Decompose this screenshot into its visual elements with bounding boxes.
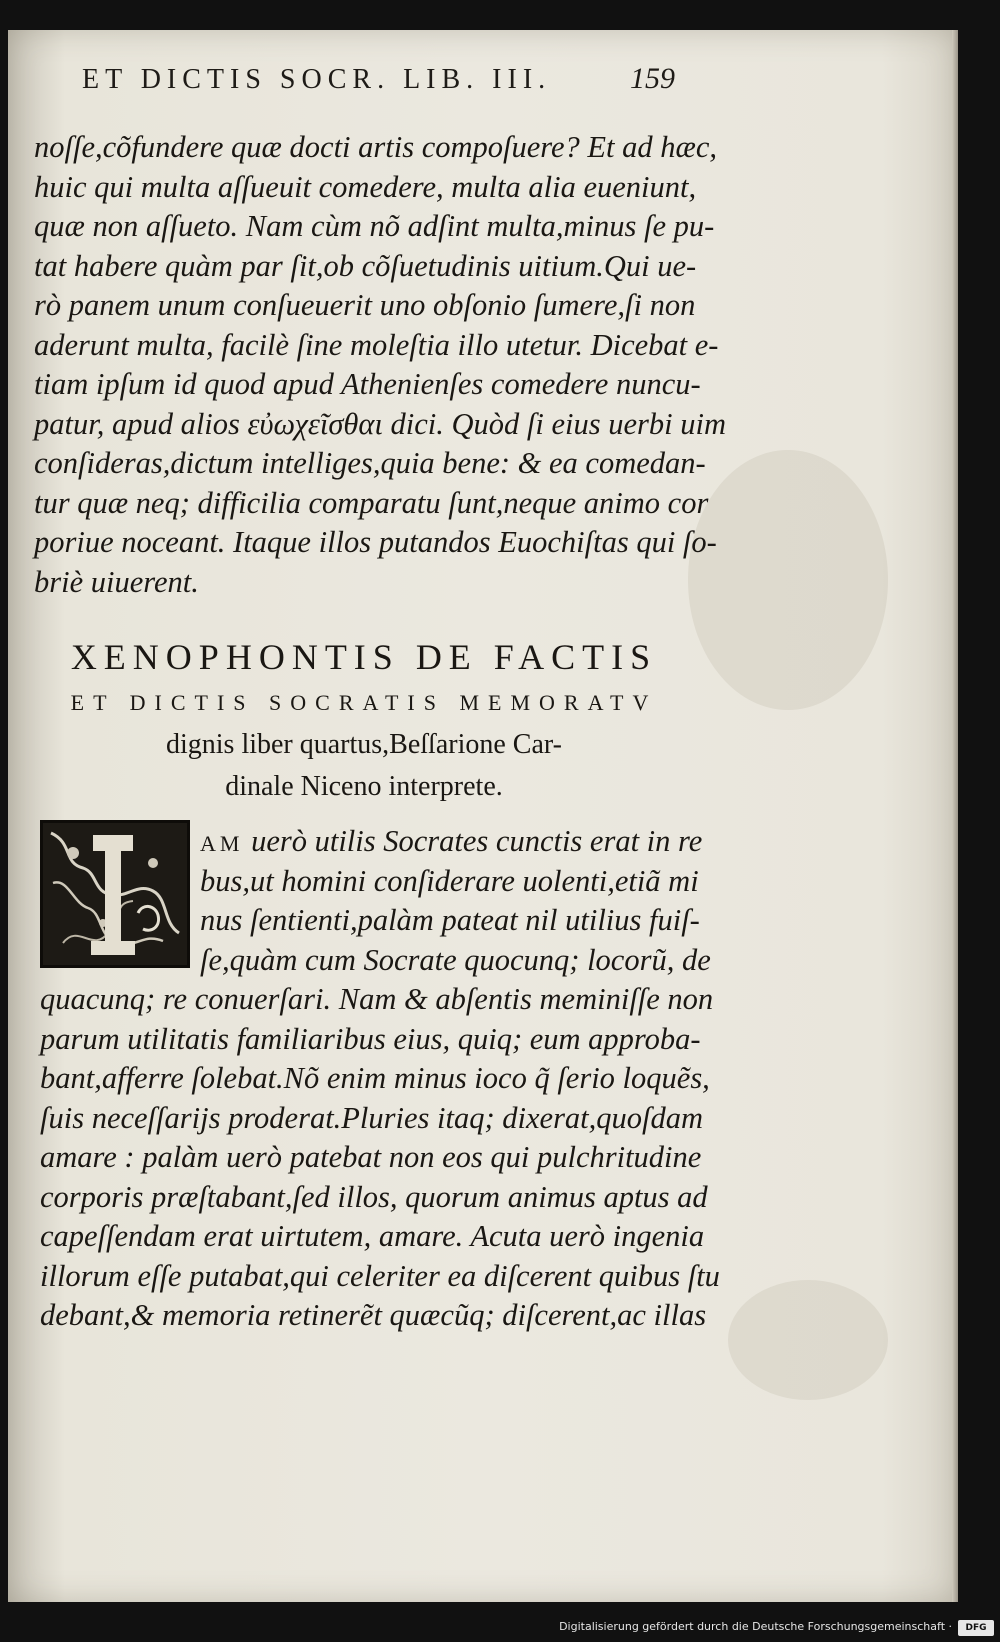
text-line: ſe,quàm cum Socrate quocunq; locorũ, de (200, 942, 711, 977)
text-line: bus,ut homini conſiderare uolenti,etiã mi (200, 863, 699, 898)
text-line: huic qui multa aſſueuit comedere, multa alia eueniunt, (34, 169, 697, 204)
text-line: tat habere quàm par ſit,ob cõſuetudinis uitium.Qui ue- (34, 248, 697, 283)
text-line: poriue noceant. Itaque illos putandos Euochiſtas qui ſo- (34, 525, 717, 559)
funding-credit: Digitalisierung gefördert durch die Deutsche Forschungsgemeinschaft · (559, 1620, 952, 1633)
paragraph-2-indented (200, 822, 711, 980)
text-line: tiam ipſum id quod apud Athenienſes comedere nuncu- (34, 367, 701, 401)
text-line: tur quæ neq; difficilia comparatu ſunt,neque animo cor (34, 485, 709, 520)
paper-stain (728, 1280, 888, 1400)
text-line: quæ non aſſueto. Nam cùm nõ adſint multa,minus ſe pu- (34, 209, 715, 243)
text-line: debant,& memoria retinerẽt quæcũq; diſcerent,ac illas (40, 1298, 707, 1332)
text-line: briè uiuerent. (34, 564, 199, 599)
text-line: aderunt multa, facilè ſine moleſtia illo utetur. Dicebat e- (34, 327, 719, 362)
book-heading (34, 632, 694, 808)
text-line: parum utilitatis familiaribus eius, quiq; eum approba- (40, 1021, 701, 1056)
heading-line-3: dignis liber quartus,Beſſarione Car- (165, 729, 562, 760)
page-number: 159 (630, 62, 675, 95)
page-edge (952, 30, 958, 1602)
text-line: conſideras,dictum intelliges,quia bene: & ea comedan- (34, 446, 706, 480)
text-line: illorum eſſe putabat,qui celeriter ea diſcerent quibus ſtu (40, 1258, 720, 1293)
paragraph-2 (40, 980, 720, 1336)
text-line: amare : palàm uerò patebat non eos qui pulchritudine (40, 1140, 702, 1174)
opening-line-rest: uerò utilis Socrates cunctis erat in re (243, 824, 703, 858)
text-line (200, 822, 703, 862)
text-line: bant,afferre ſolebat.Nõ enim minus ioco q̃ ſerio loquẽs, (40, 1061, 710, 1095)
text-line: quacunq; re conuerſari. Nam & abſentis meminiſſe non (40, 982, 714, 1016)
heading-line-2: ET DICTIS SOCRATIS MEMORATV (70, 690, 658, 715)
text-line: ſuis neceſſarijs proderat.Pluries itaq; dixerat,quoſdam (40, 1100, 704, 1135)
paper-stain (688, 450, 888, 710)
footer-bar (0, 1612, 1000, 1642)
text-line: noſſe,cõfundere quæ docti artis compoſuere? Et ad hæc, (34, 130, 718, 164)
paragraph-1 (34, 128, 726, 602)
running-head-title: ET DICTIS SOCR. LIB. III. (82, 64, 552, 95)
text-line: corporis præſtabant,ſed illos, quorum animus aptus ad (40, 1179, 708, 1214)
text-line: patur, apud alios εὐωχεῖσθαι dici. Quòd ſi eius uerbi uim (34, 406, 726, 441)
heading-line-1: XENOPHONTIS DE FACTIS (70, 637, 658, 677)
text-line: nus ſentienti,palàm pateat nil utilius fuiſ- (200, 903, 700, 937)
opening-word: AM (200, 831, 244, 856)
woodcut-initial-icon (40, 820, 190, 968)
text-line: capeſſendam erat uirtutem, amare. Acuta uerò ingenia (40, 1219, 705, 1253)
text-line: rò panem unum conſueuerit uno obſonio ſumere,ſi non (34, 288, 696, 322)
heading-line-4: dinale Niceno interprete. (225, 771, 503, 802)
dfg-logo: DFG (958, 1620, 994, 1636)
